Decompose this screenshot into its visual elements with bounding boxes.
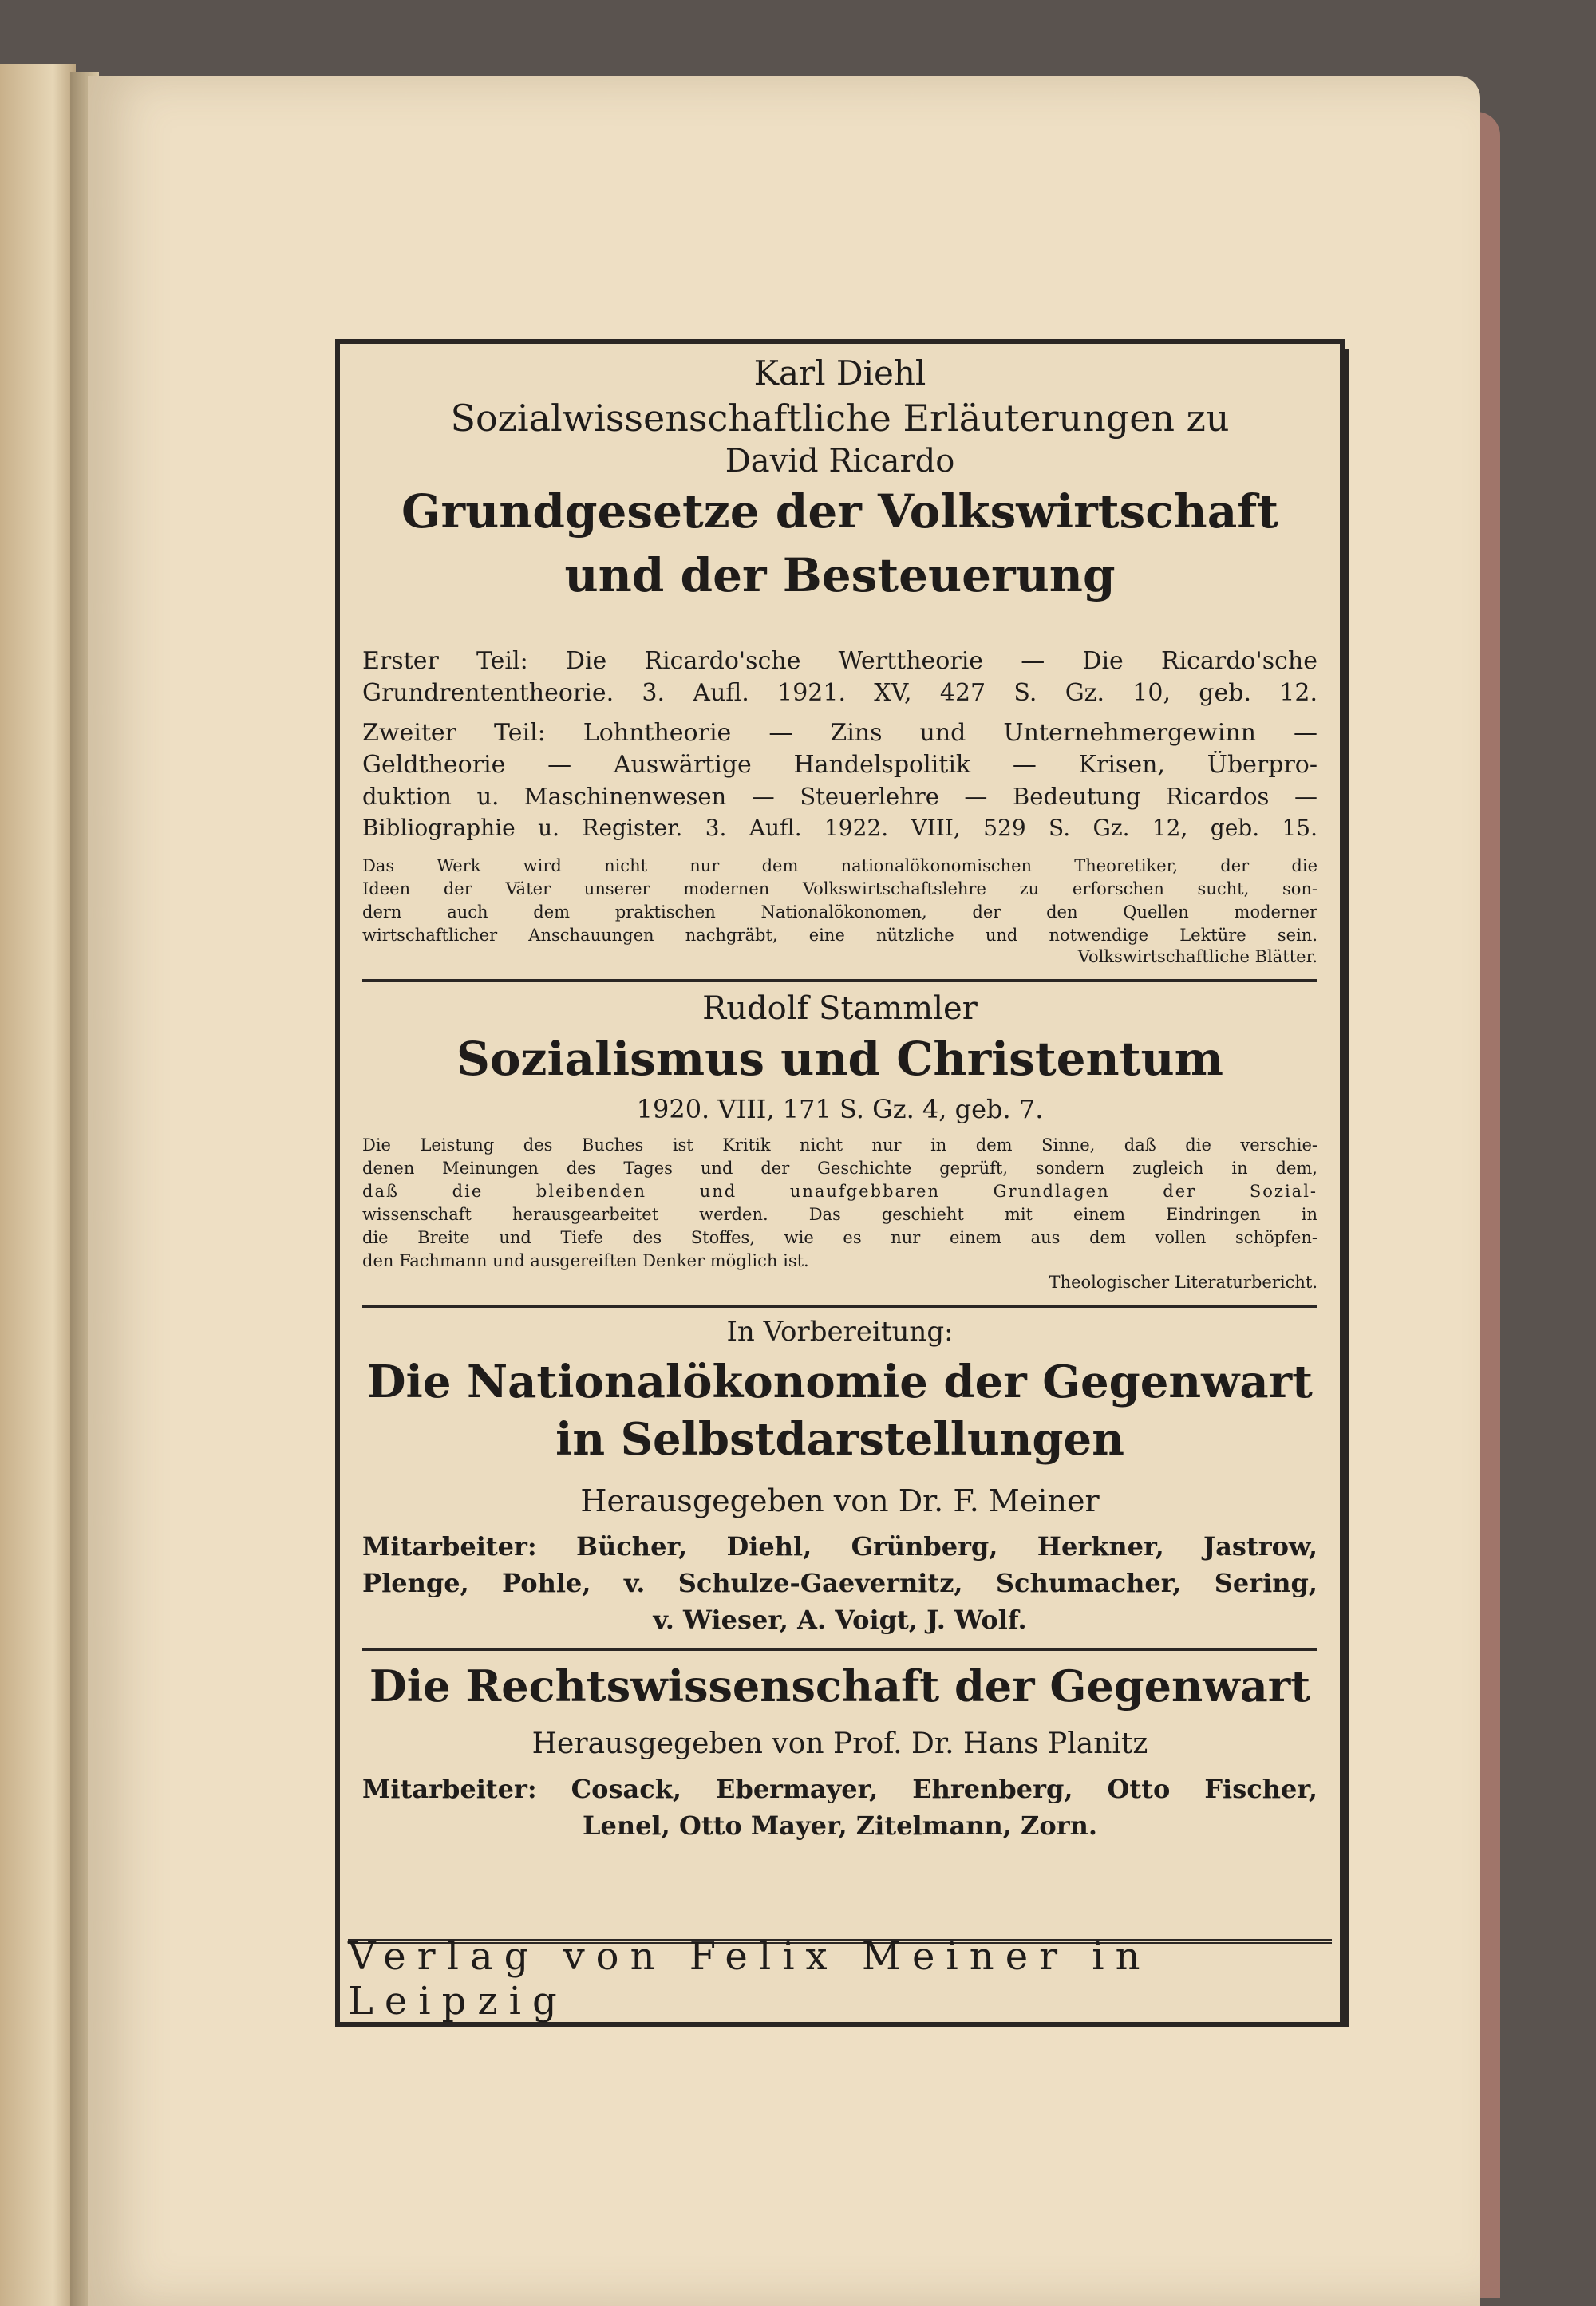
stammler-review-line5: die Breite und Tiefe des Stoffes, wie es nur einem aus dem vollen schöpfen-	[362, 1228, 1317, 1247]
stammler-review-line6: den Fachmann und ausgereiften Denker möglich ist.	[362, 1251, 809, 1270]
divider	[362, 1648, 1317, 1651]
diehl-title-line2: David Ricardo	[725, 443, 955, 480]
stammler-review-line2: denen Meinungen des Tages und der Geschichte geprüft, sondern zugleich in dem,	[362, 1159, 1317, 1178]
diehl-part2-line2: Geldtheorie — Auswärtige Handelspolitik — Krisen, Überpro-	[362, 751, 1317, 779]
rechts-staff-line2: Lenel, Otto Mayer, Zitelmann, Zorn.	[583, 1810, 1097, 1841]
stammler-info: 1920. VIII, 171 S. Gz. 4, geb. 7.	[636, 1094, 1044, 1124]
rechts-staff-line1: Mitarbeiter: Cosack, Ebermayer, Ehrenberg, Otto Fischer,	[362, 1774, 1317, 1804]
diehl-review-line2: Ideen der Väter unserer modernen Volkswirtschaftslehre zu erforschen sucht, son-	[362, 879, 1317, 898]
stammler-review-line4: wissenschaft herausgearbeitet werden. Das geschieht mit einem Eindringen in	[362, 1205, 1317, 1224]
prep-staff-line2: Plenge, Pohle, v. Schulze-Gaevernitz, Schumacher, Sering,	[362, 1568, 1317, 1598]
divider	[362, 979, 1317, 982]
prep-staff-line1: Mitarbeiter: Bücher, Diehl, Grünberg, Herkner, Jastrow,	[362, 1531, 1317, 1562]
diehl-review-line4: wirtschaftlicher Anschauungen nachgräbt, eine nützliche und notwendige Lektüre sein.	[362, 926, 1317, 945]
divider	[362, 1305, 1317, 1308]
prep-title-line1: Die Nationalökonomie der Gegenwart	[366, 1356, 1314, 1408]
publisher-imprint: Verlag von Felix Meiner in Leipzig	[348, 1939, 1332, 2014]
diehl-review-line1: Das Werk wird nicht nur dem nationalökonomischen Theoretiker, der die	[362, 856, 1317, 875]
stammler-review-source: Theologischer Literaturbericht.	[1049, 1273, 1317, 1292]
diehl-review-line3: dern auch dem praktischen Nationalökonomen, der den Quellen moderner	[362, 902, 1317, 922]
stammler-title: Sozialismus und Christentum	[456, 1032, 1224, 1086]
diehl-main-title-line2: und der Besteuerung	[564, 548, 1116, 602]
advertisement-box	[335, 339, 1345, 2027]
rechts-title: Die Rechtswissenschaft der Gegenwart	[369, 1660, 1311, 1712]
prep-editor: Herausgegeben von Dr. F. Meiner	[580, 1483, 1100, 1518]
prep-title-line2: in Selbstdarstellungen	[555, 1413, 1124, 1466]
stammler-author: Rudolf Stammler	[702, 990, 978, 1027]
diehl-part2-line4: Bibliographie u. Register. 3. Aufl. 1922. VIII, 529 S. Gz. 12, geb. 15.	[362, 815, 1317, 841]
rechts-editor: Herausgegeben von Prof. Dr. Hans Planitz	[531, 1728, 1148, 1760]
diehl-part1-line2: Grundrententheorie. 3. Aufl. 1921. XV, 427 S. Gz. 10, geb. 12.	[362, 679, 1317, 707]
prep-label: In Vorbereitung:	[726, 1316, 954, 1348]
stammler-review-line3: daß die bleibenden und unaufgebbaren Grundlagen der Sozial-	[362, 1182, 1317, 1201]
diehl-part1-line1: Erster Teil: Die Ricardo'sche Werttheorie — Die Ricardo'sche	[362, 647, 1317, 675]
book-page	[88, 76, 1480, 2306]
diehl-review-source: Volkswirtschaftliche Blätter.	[1077, 947, 1317, 966]
diehl-main-title-line1: Grundgesetze der Volkswirtschaft	[401, 484, 1279, 539]
diehl-title-line1: Sozialwissenschaftliche Erläuterungen zu	[450, 397, 1230, 440]
diehl-part2-line3: duktion u. Maschinenwesen — Steuerlehre — Bedeutung Ricardos —	[362, 783, 1317, 810]
diehl-part2-line1: Zweiter Teil: Lohntheorie — Zins und Unternehmergewinn —	[362, 719, 1317, 747]
diehl-author: Karl Diehl	[753, 353, 926, 393]
stammler-review-line1: Die Leistung des Buches ist Kritik nicht nur in dem Sinne, daß die verschie-	[362, 1135, 1317, 1155]
left-page-edge	[0, 64, 76, 2306]
prep-staff-line3: v. Wieser, A. Voigt, J. Wolf.	[653, 1605, 1027, 1635]
